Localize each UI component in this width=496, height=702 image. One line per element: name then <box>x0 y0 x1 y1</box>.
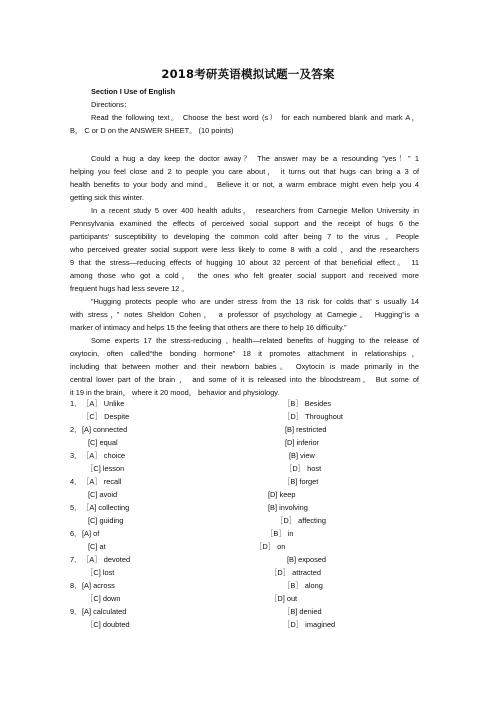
paragraph-line: it 19 in the brain， where it 20 mood， behavior and physiology. <box>70 388 280 397</box>
option-b: ［B] denied <box>283 607 322 616</box>
question-number: 6． <box>70 529 82 538</box>
question-number: 1． <box>70 399 82 408</box>
option-b: [B] restricted <box>285 425 327 434</box>
paragraph-line: Could a hug a day keep the doctor away？ The answer may be a resounding ”yes！” 1 <box>91 154 419 163</box>
question-number: 8． <box>70 581 82 590</box>
option-d: ［D］ Throughout <box>283 412 343 421</box>
question-number: 4． <box>70 477 82 486</box>
paragraph-line: among those who got a cold， the ones who felt greater social support and received more <box>70 271 419 280</box>
option-a: ［A］ recall <box>82 477 122 486</box>
option-a: [A] of <box>82 529 100 538</box>
paragraph-line: Some experts 17 the stress-reducing , health—related benefits of hugging to the release of <box>91 336 419 345</box>
option-d: ［D］ imagined <box>283 620 336 629</box>
paragraph-line: Pennsylvania examined the effects of perceived social support and the receipt of hugs 6 the <box>70 219 419 228</box>
question-number: 2． <box>70 425 82 434</box>
option-b: ［B］ in <box>266 529 294 538</box>
paragraph-line: frequent hugs had less severe 12 。 <box>70 284 189 293</box>
option-c: ［C] down <box>86 594 121 603</box>
directions-label: Directions： <box>91 100 132 109</box>
question-number: 9． <box>70 607 82 616</box>
option-b: ［B] forget <box>283 477 319 486</box>
option-d: ［D] out <box>270 594 298 603</box>
option-c: ［C］ Despite <box>82 412 130 421</box>
paragraph-line: helping you feel close and 2 to people you care about， it turns out that hugs can bring a 3 of <box>70 167 419 176</box>
option-a: ［A］ Unlike <box>82 399 125 408</box>
paragraph-line: central lower part of the brain ， and some of it is released into the bloodstream。 But some of <box>70 375 419 384</box>
option-d: ［D］ attracted <box>270 568 321 577</box>
page-title: 2018考研英语模拟试题一及答案 <box>161 67 335 81</box>
option-a: ［A］ devoted <box>82 555 131 564</box>
question-number: 3． <box>70 451 82 460</box>
option-c: [C] at <box>88 542 106 551</box>
option-b: [B] exposed <box>287 555 327 564</box>
option-c: ［C] doubted <box>86 620 130 629</box>
option-a: [A] across <box>82 581 115 590</box>
option-c: ［C] lesson <box>86 464 125 473</box>
paragraph-line: health benefits to your body and mind。 Believe it or not, a warm embrace might even help you 4 <box>70 180 419 189</box>
paragraph-line: participants’ susceptibility to developing the common cold after being 7 to the virus 。People <box>70 232 419 241</box>
paragraph-line: oxytocin, often called“the bonding hormone” 18 it promotes attachment in relationships， <box>70 349 419 358</box>
option-d: ［D］ host <box>285 464 322 473</box>
paragraph-line: with stress，” notes Sheldon Cohen， a professor of psychology at Carnegie。 Hugging“is a <box>70 310 419 319</box>
directions-line: B， C or D on the ANSWER SHEET。 (10 points) <box>70 126 234 135</box>
question-number: 5． <box>70 503 82 512</box>
paragraph-line: who perceived greater social support were less likely to come 8 with a cold ，and the researchers <box>70 245 419 254</box>
option-b: ［B］ along <box>283 581 323 590</box>
option-a: [A] calculated <box>82 607 127 616</box>
option-a: ［A］ choice <box>82 451 126 460</box>
paragraph-line: ”Hugging protects people who are under stress from the 13 risk for colds that’ s usually 14 <box>91 297 419 306</box>
option-c: [C] guiding <box>88 516 124 525</box>
option-d: [D] inferior <box>285 438 320 447</box>
option-c: [C] avoid <box>88 490 118 499</box>
option-a: ［A] collecting <box>82 503 130 512</box>
option-b: [B] view <box>289 451 315 460</box>
paragraph-line: marker of intimacy and helps 15 the feeling that others are there to help 16 difficulty.” <box>70 323 347 332</box>
option-d: ［D］ on <box>255 542 286 551</box>
option-d: ［D］ affecting <box>276 516 326 525</box>
section-heading: Section I Use of English <box>91 87 176 96</box>
option-b: [B] involving <box>268 503 308 512</box>
paragraph-line: 9 that the stress—reducing effects of hugging 10 about 32 percent of that beneficial effect。 11 <box>70 258 419 267</box>
directions-line: Read the following text。 Choose the best word (s） for each numbered blank and mark A， <box>91 113 419 122</box>
paragraph-line: including that between mother and their newborn babies。 Oxytocin is made primarily in the <box>70 362 419 371</box>
option-d: [D] keep <box>268 490 296 499</box>
option-c: [C] equal <box>88 438 118 447</box>
question-number: 7． <box>70 555 82 564</box>
paragraph-line: getting sick this winter. <box>70 193 144 202</box>
paragraph-line: In a recent study 5 over 400 health adults， researchers from Carnegie Mellon University in <box>91 206 419 215</box>
option-b: ［B］ Besides <box>283 399 332 408</box>
option-c: ［C] lost <box>86 568 115 577</box>
option-a: [A] connected <box>82 425 128 434</box>
